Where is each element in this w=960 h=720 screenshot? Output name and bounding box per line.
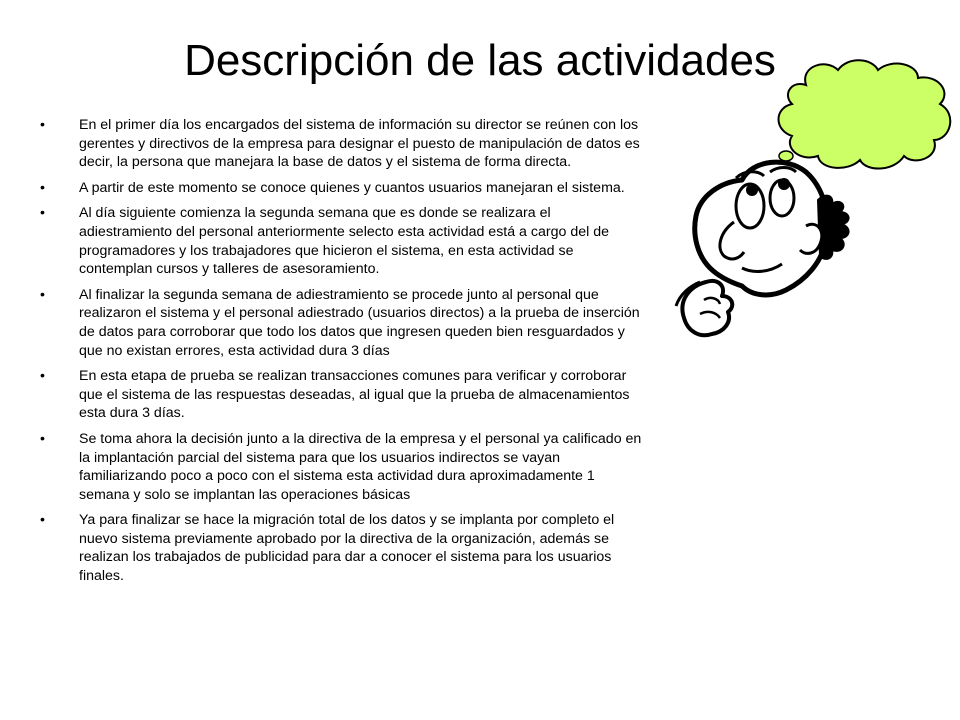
bullet-item: • Ya para finalizar se hace la migración total de los datos y se implanta por completo el nuevo sistema previamente aprobado por la directiva de la organización, además se realizan los trabajados de publicidad para dar a conocer el sistema para los usuarios finales. <box>40 511 642 585</box>
bullet-item: • En el primer día los encargados del sistema de información su director se reúnen con los gerentes y directivos de la empresa para designar el puesto de manipulación de datos es decir, la persona que manejara la base de datos y el sistema de forma directa. <box>40 116 642 172</box>
thought-dot <box>779 151 793 161</box>
bullet-item: • Al día siguiente comienza la segunda semana que es donde se realizara el adiestramiento del personal anteriormente selecto esta actividad está a cargo del de programadores y los trabajadores que hicieron el sistema, en esta actividad se contemplan cursos y talleres de asesoramiento. <box>40 204 642 278</box>
hair <box>818 196 849 259</box>
bullet-item: • Se toma ahora la decisión junto a la directiva de la empresa y el personal ya calificado en la implantación parcial del sistema para que los usuarios indirectos se vayan familiarizando poco a poco con el sistema esta actividad dura aproximadamente 1 semana y solo se implantan las operaciones básicas <box>40 430 642 504</box>
thinking-man-illustration <box>668 52 958 352</box>
bullet-list <box>40 116 642 593</box>
bullet-item: • Al finalizar la segunda semana de adiestramiento se procede junto al personal que realizaron el sistema y el personal adiestrado (usuarios directos) a la prueba de inserción de datos para corroborar que todo los datos que ingresen queden bien resguardados y que no existan errores, esta actividad dura 3 días <box>40 286 642 360</box>
bullet-item: • A partir de este momento se conoce quienes y cuantos usuarios manejaran el sistema. <box>40 179 642 198</box>
right-pupil <box>778 178 790 190</box>
slide-title: Descripción de las actividades <box>184 36 776 85</box>
thought-bubble <box>779 60 951 168</box>
left-pupil <box>746 184 758 196</box>
bullet-item: • En esta etapa de prueba se realizan transacciones comunes para verificar y corroborar que el sistema de las respuestas deseadas, al igual que la prueba de almacenamientos esta dura 3 días. <box>40 367 642 423</box>
